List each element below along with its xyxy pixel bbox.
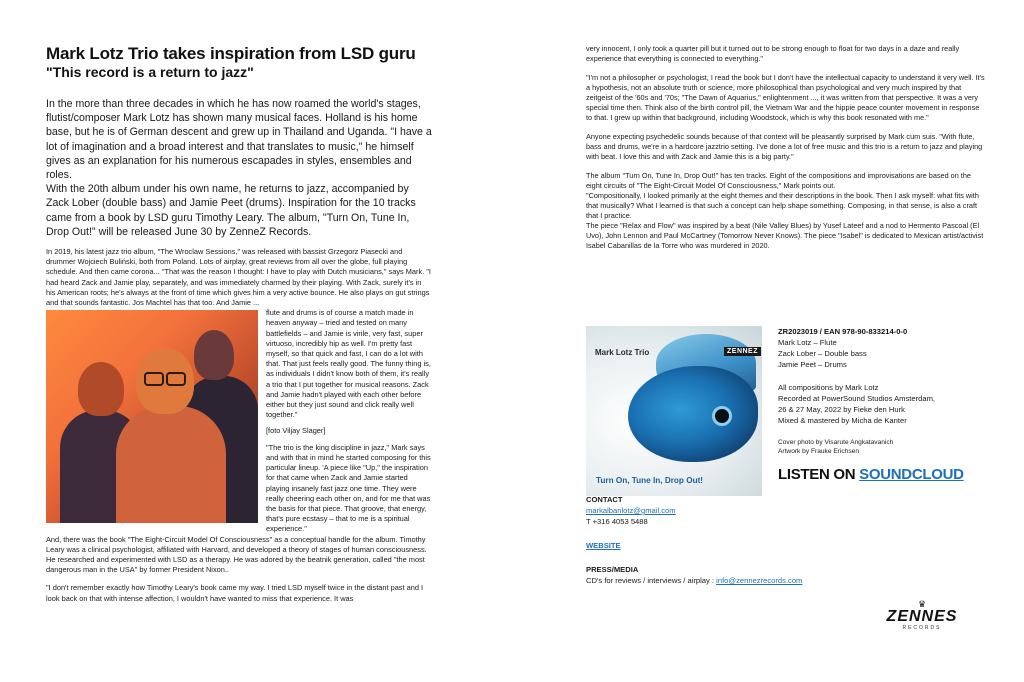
contact-block — [586, 494, 986, 586]
photo-flow — [46, 308, 432, 603]
right-paragraph-1: very innocent, I only took a quarter pill but it turned out to be strong enough to float for two days in a daze and really experience that everything is connected to everything." — [586, 44, 960, 63]
artwork-credit: Artwork by Frauke Erichsen — [778, 448, 859, 455]
article-subtitle: "This record is a return to jazz" — [46, 64, 254, 80]
listen-prefix: LISTEN ON — [778, 466, 860, 483]
left-column — [46, 44, 432, 604]
press-text: CD's for reviews / interviews / airplay : — [586, 576, 717, 585]
tracks-text: The album "Turn On, Tune In, Drop Out!" has ten tracks. Eight of the compositions and improvisations are based on the eight circuits of "The Eight-Circuit Model Of Consciousness," Mark points out. — [586, 171, 971, 190]
credit-line-1: All compositions by Mark Lotz — [778, 383, 879, 392]
catalog-number: ZR2023019 / EAN 978-90-833214-0-0 — [778, 327, 908, 336]
credit-line-3: 26 & 27 May, 2022 by Fieke den Hurk — [778, 405, 905, 414]
logo-sub: RECORDS — [902, 625, 942, 631]
article-title: Mark Lotz Trio takes inspiration from LSD guru — [46, 44, 416, 63]
body-paragraph-1: In 2019, his latest jazz trio album, "The Wroclaw Sessions," was released with bassist Grzegorz Piasecki and drummer Wojciech Buliński, both from Poland. Lots of airplay, great reviews from all over the globe, full playing schedule. And then came corona... "That was the reason I thought: I have to play with Dutch musicians," says Mark. "I had heard Zack and Jamie play, separately, and was immediately charmed by their playing. With Zack, surely it's in his American roots; he's always at the front of time which gives him a very active bounce. He also plays on gut strings and that sounds fantastic. Jos Machtel has that too. And Jamie ... — [46, 247, 431, 308]
fish-eye — [712, 406, 732, 426]
press-email-link[interactable]: info@zennezrecords.com — [716, 576, 803, 585]
lineup-1: Mark Lotz – Flute — [778, 338, 837, 347]
intro-paragraph — [46, 97, 432, 239]
right-column — [586, 44, 986, 631]
press-line — [586, 575, 986, 586]
crown-icon: ♛ — [917, 599, 927, 609]
lineup-2: Zack Lober – Double bass — [778, 349, 867, 358]
website-link[interactable]: WEBSITE — [586, 541, 621, 550]
body-paragraph-3: "The trio is the king discipline in jazz," Mark says and with that in mind he started composing for this particular lineup. 'A piece like "Up," the inspiration for that came when Zack and Jamie started playing insanely fast jazz one time. They were really cheering each other on, and for me that was the basis for that piece. That groove, that energy, that's pure ecstasy – that to me is a spiritual experience." — [266, 442, 431, 534]
right-paragraph-2: "I'm not a philosopher or psychologist, I read the book but I don't have the intellectual capacity to understand it very well. It's a hypothesis, not an absolute truth or science, more philosophical than psychological and very much inspired by that zeitgeist of the '60s and '70s; "The Dawn of Aquarius," enlightenment ..., it was written from that perspective. It was a very special time then. Think also of the birth control pill, the Vietnam War and the hippie peace counter movement in response to that. I grew up within that background, including Woodstock, which is why this book resonated with me." — [586, 73, 985, 122]
cover-photo-credit: Cover photo by Visarute Angkatavanich — [778, 439, 894, 446]
soundcloud-link[interactable]: SOUNDCLOUD — [859, 466, 964, 483]
lineup-3: Jamie Peet – Drums — [778, 360, 847, 369]
trio-photo — [46, 310, 258, 523]
release-info — [778, 326, 988, 483]
fish-body — [628, 366, 758, 462]
listen-on-soundcloud — [778, 466, 988, 483]
cover-label-logo: ZENNEZ — [724, 347, 761, 356]
album-cover — [586, 326, 762, 496]
cover-artist: Mark Lotz Trio — [595, 348, 650, 357]
body-paragraph-5: "I don't remember exactly how Timothy Leary's book came my way. I tried LSD myself twice in the distant past and I look back on that with intense affection, I wouldn't have wanted to miss that experience. It was — [46, 583, 424, 603]
bassist-head — [78, 362, 124, 416]
contact-label: CONTACT — [586, 495, 623, 504]
pieces-text: The piece "Relax and Flow" was inspired by a beat (Nile Valley Blues) by Yusef Lateef and a nod to Hermento Pascoal (El Uvo), John Lennon and Paul McCartney (Tomorrow Never Knows). The piece "Isabel" is dedicated to Mexican artist/activist Isabel Cabanillas de la Torre who was murdered in 2020. — [586, 221, 984, 250]
zennez-logo — [872, 600, 972, 631]
intro-text-2: With the 20th album under his own name, he returns to jazz, accompanied by Zack Lober (double bass) and Jamie Peet (drums). Inspiration for the 10 tracks came from a book by LSD guru Timothy Leary. The album, "Turn On, Tune In, Drop Out!" will be released June 30 by ZenneZ Records. — [46, 183, 416, 238]
body-paragraph-2: flute and drums is of course a match made in heaven anyway – tried and tested on many battlefields – and Jamie is virile, very fast, super virtuoso, incredibly hip as well. I'm pretty fast myself, so that quick and fast, I can do a lot with that. That just feels really good. The funny thing is, as individuals I didn't know both of them, it's really a trio that I put together for musical reasons. Zack and Jamie hadn't played with each other before either but they just sound and click really well together." — [266, 308, 431, 420]
press-label: PRESS/MEDIA — [586, 565, 639, 574]
cover-title: Turn On, Tune In, Drop Out! — [596, 476, 704, 485]
photo-credit: [foto Viljay Slager] — [266, 426, 326, 436]
compositions-text: "Compositionally, I looked primarily at the eight themes and their descriptions in the book. Then I ask myself: what fits with that musically? What I learned is that such a concept can help shape something. Composing, in that sense, is also a craft that I practice. — [586, 191, 979, 220]
credit-line-2: Recorded at PowerSound Studios Amsterdam, — [778, 394, 936, 403]
body-paragraph-4: And, there was the book "The Eight-Circuit Model Of Consciousness" as a conceptual handle for the album. Timothy Leary was a clinical psychologist, affiliated with Harvard, and developed a theory of stages of human consciousness. He researched and experimented with LSD as a therapy. He was adored by the beatnik generation, called "the most dangerous man in the USA" by former President Nixon.. — [46, 534, 427, 575]
contact-email-link[interactable]: markalbanlotz@gmail.com — [586, 506, 676, 515]
intro-text-1: In the more than three decades in which he has now roamed the world's stages, flutist/composer Mark Lotz has shown many musical faces. Holland is his home base, but he is of German descent and grew up in Thailand and Uganda. "I have a lot of imagination and a broad interest and that translates to music," he himself gives as an explanation for his numerous escapades in styles, ensembles and roles. — [46, 98, 432, 182]
glasses-left — [144, 372, 164, 386]
logo-word: ZENNES — [886, 608, 958, 625]
glasses-right — [166, 372, 186, 386]
flutist-figure — [116, 406, 226, 523]
contact-phone: T +316 4053 5488 — [586, 517, 648, 526]
right-paragraph-4 — [586, 171, 986, 251]
credit-line-4: Mixed & mastered by Micha de Kanter — [778, 416, 907, 425]
right-paragraph-3: Anyone expecting psychedelic sounds because of that context will be pleasantly surprised by Mark cum suis. "With flute, bass and drums, we're in a hardcore jazztrio setting. I've done a lot of free music and this trio is a return to jazz and playing with beat. I love this and with Zack and Jamie this is a big party." — [586, 132, 983, 161]
drummer-head — [194, 330, 234, 380]
